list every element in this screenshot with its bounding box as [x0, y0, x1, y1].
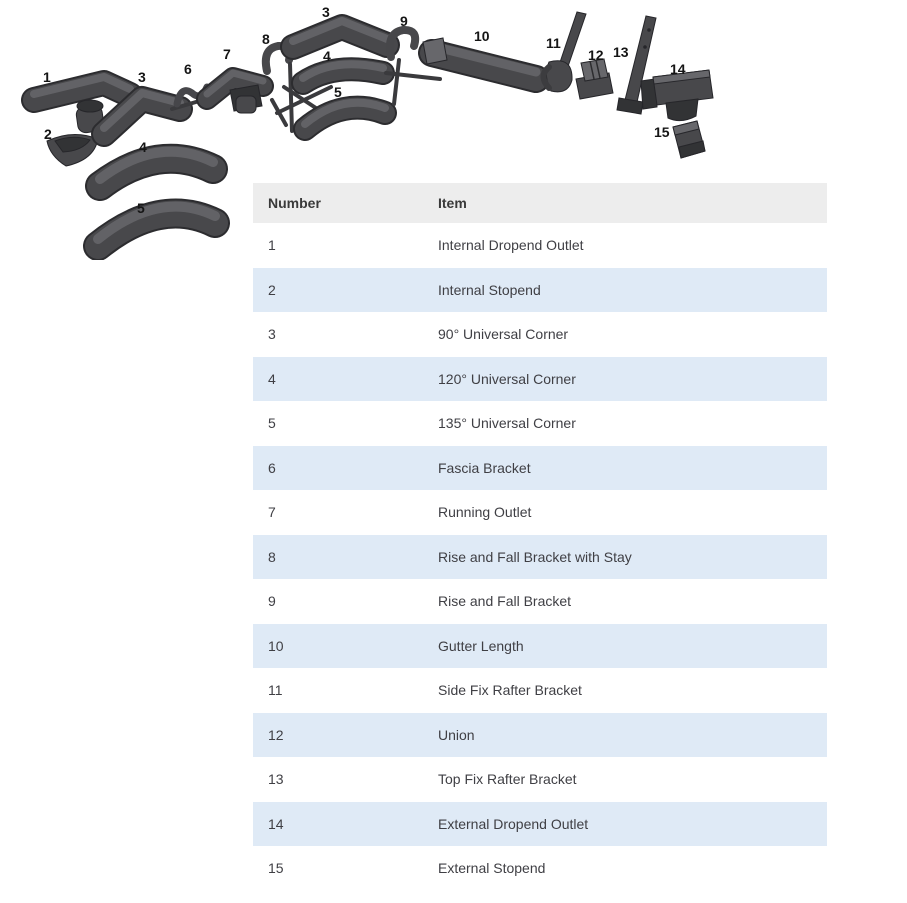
cell-number: 15	[268, 860, 284, 877]
table-row	[253, 312, 827, 357]
part-120-corner-mid-illustration	[303, 64, 383, 83]
cell-item: Rise and Fall Bracket	[438, 593, 572, 610]
table-row	[253, 490, 827, 535]
part-135-corner-left-illustration	[98, 207, 215, 246]
table-row	[253, 757, 827, 802]
part-external-dropend-outlet-illustration	[641, 70, 713, 121]
cell-item: Running Outlet	[438, 504, 532, 521]
column-header-item: Item	[423, 183, 827, 223]
cell-item: Internal Dropend Outlet	[438, 237, 584, 254]
cell-item: Side Fix Rafter Bracket	[438, 682, 582, 699]
cell-number: 12	[268, 726, 284, 743]
table-row	[253, 268, 827, 313]
diagram-label-3-top: 3	[322, 4, 330, 20]
cell-number: 11	[268, 682, 283, 699]
diagram-label-13: 13	[613, 44, 629, 60]
part-90-corner-top-illustration	[293, 21, 387, 47]
diagram-label-9: 9	[400, 13, 408, 29]
diagram-label-5-mid: 5	[334, 84, 342, 100]
part-external-stopend-illustration	[673, 121, 705, 158]
cell-item: External Dropend Outlet	[438, 815, 589, 832]
part-gutter-length-illustration	[423, 38, 536, 79]
diagram-label-5-left: 5	[137, 200, 145, 216]
diagram-label-6: 6	[184, 61, 192, 77]
part-135-corner-mid-illustration	[305, 103, 385, 129]
part-running-outlet-illustration	[207, 73, 263, 113]
cell-number: 2	[268, 281, 276, 298]
diagram-label-3-left: 3	[138, 69, 146, 85]
cell-item: Gutter Length	[438, 637, 524, 654]
table-row	[253, 802, 827, 847]
cell-number: 10	[268, 637, 284, 654]
diagram-label-1: 1	[43, 69, 51, 85]
cell-item: Internal Stopend	[438, 281, 541, 298]
diagram-label-12: 12	[588, 47, 604, 63]
header-row	[253, 183, 827, 223]
cell-item: 135° Universal Corner	[438, 415, 576, 432]
parts-table-header	[253, 183, 827, 223]
cell-item: Rise and Fall Bracket with Stay	[438, 548, 632, 565]
part-union-illustration	[576, 59, 613, 99]
diagram-label-14: 14	[670, 61, 686, 77]
cell-number: 6	[268, 459, 276, 476]
diagram-label-15: 15	[654, 124, 670, 140]
diagram-label-2: 2	[44, 126, 52, 142]
table-row	[253, 579, 827, 624]
table-row	[253, 624, 827, 669]
cell-item: Fascia Bracket	[438, 459, 531, 476]
cell-number: 1	[268, 237, 276, 254]
diagram-label-4-mid: 4	[323, 48, 331, 64]
cell-item: External Stopend	[438, 860, 546, 877]
part-internal-stopend-illustration	[47, 134, 98, 166]
table-row	[253, 357, 827, 402]
cell-number: 14	[268, 815, 284, 832]
parts-table-body	[253, 223, 827, 891]
diagram-label-10: 10	[474, 28, 490, 44]
table-row	[253, 846, 827, 891]
table-row	[253, 223, 827, 268]
cell-number: 4	[268, 370, 276, 387]
cell-number: 8	[268, 548, 276, 565]
column-header-number: Number	[253, 183, 423, 223]
diagram-label-8: 8	[262, 31, 270, 47]
cell-number: 3	[268, 326, 276, 343]
cell-item: 90° Universal Corner	[438, 326, 569, 343]
table-row	[253, 668, 827, 713]
cell-number: 13	[268, 771, 284, 788]
diagram-label-4-left: 4	[139, 139, 147, 155]
table-row	[253, 535, 827, 580]
diagram-label-7: 7	[223, 46, 231, 62]
table-row	[253, 713, 827, 758]
table-row	[253, 446, 827, 491]
cell-item: Top Fix Rafter Bracket	[438, 771, 577, 788]
part-120-corner-left-illustration	[100, 152, 213, 186]
table-row	[253, 401, 827, 446]
cell-item: 120° Universal Corner	[438, 370, 576, 387]
parts-table	[253, 183, 827, 891]
cell-number: 5	[268, 415, 276, 432]
cell-number: 9	[268, 593, 276, 610]
cell-number: 7	[268, 504, 276, 521]
cell-item: Union	[438, 726, 475, 743]
diagram-label-11: 11	[546, 35, 561, 51]
